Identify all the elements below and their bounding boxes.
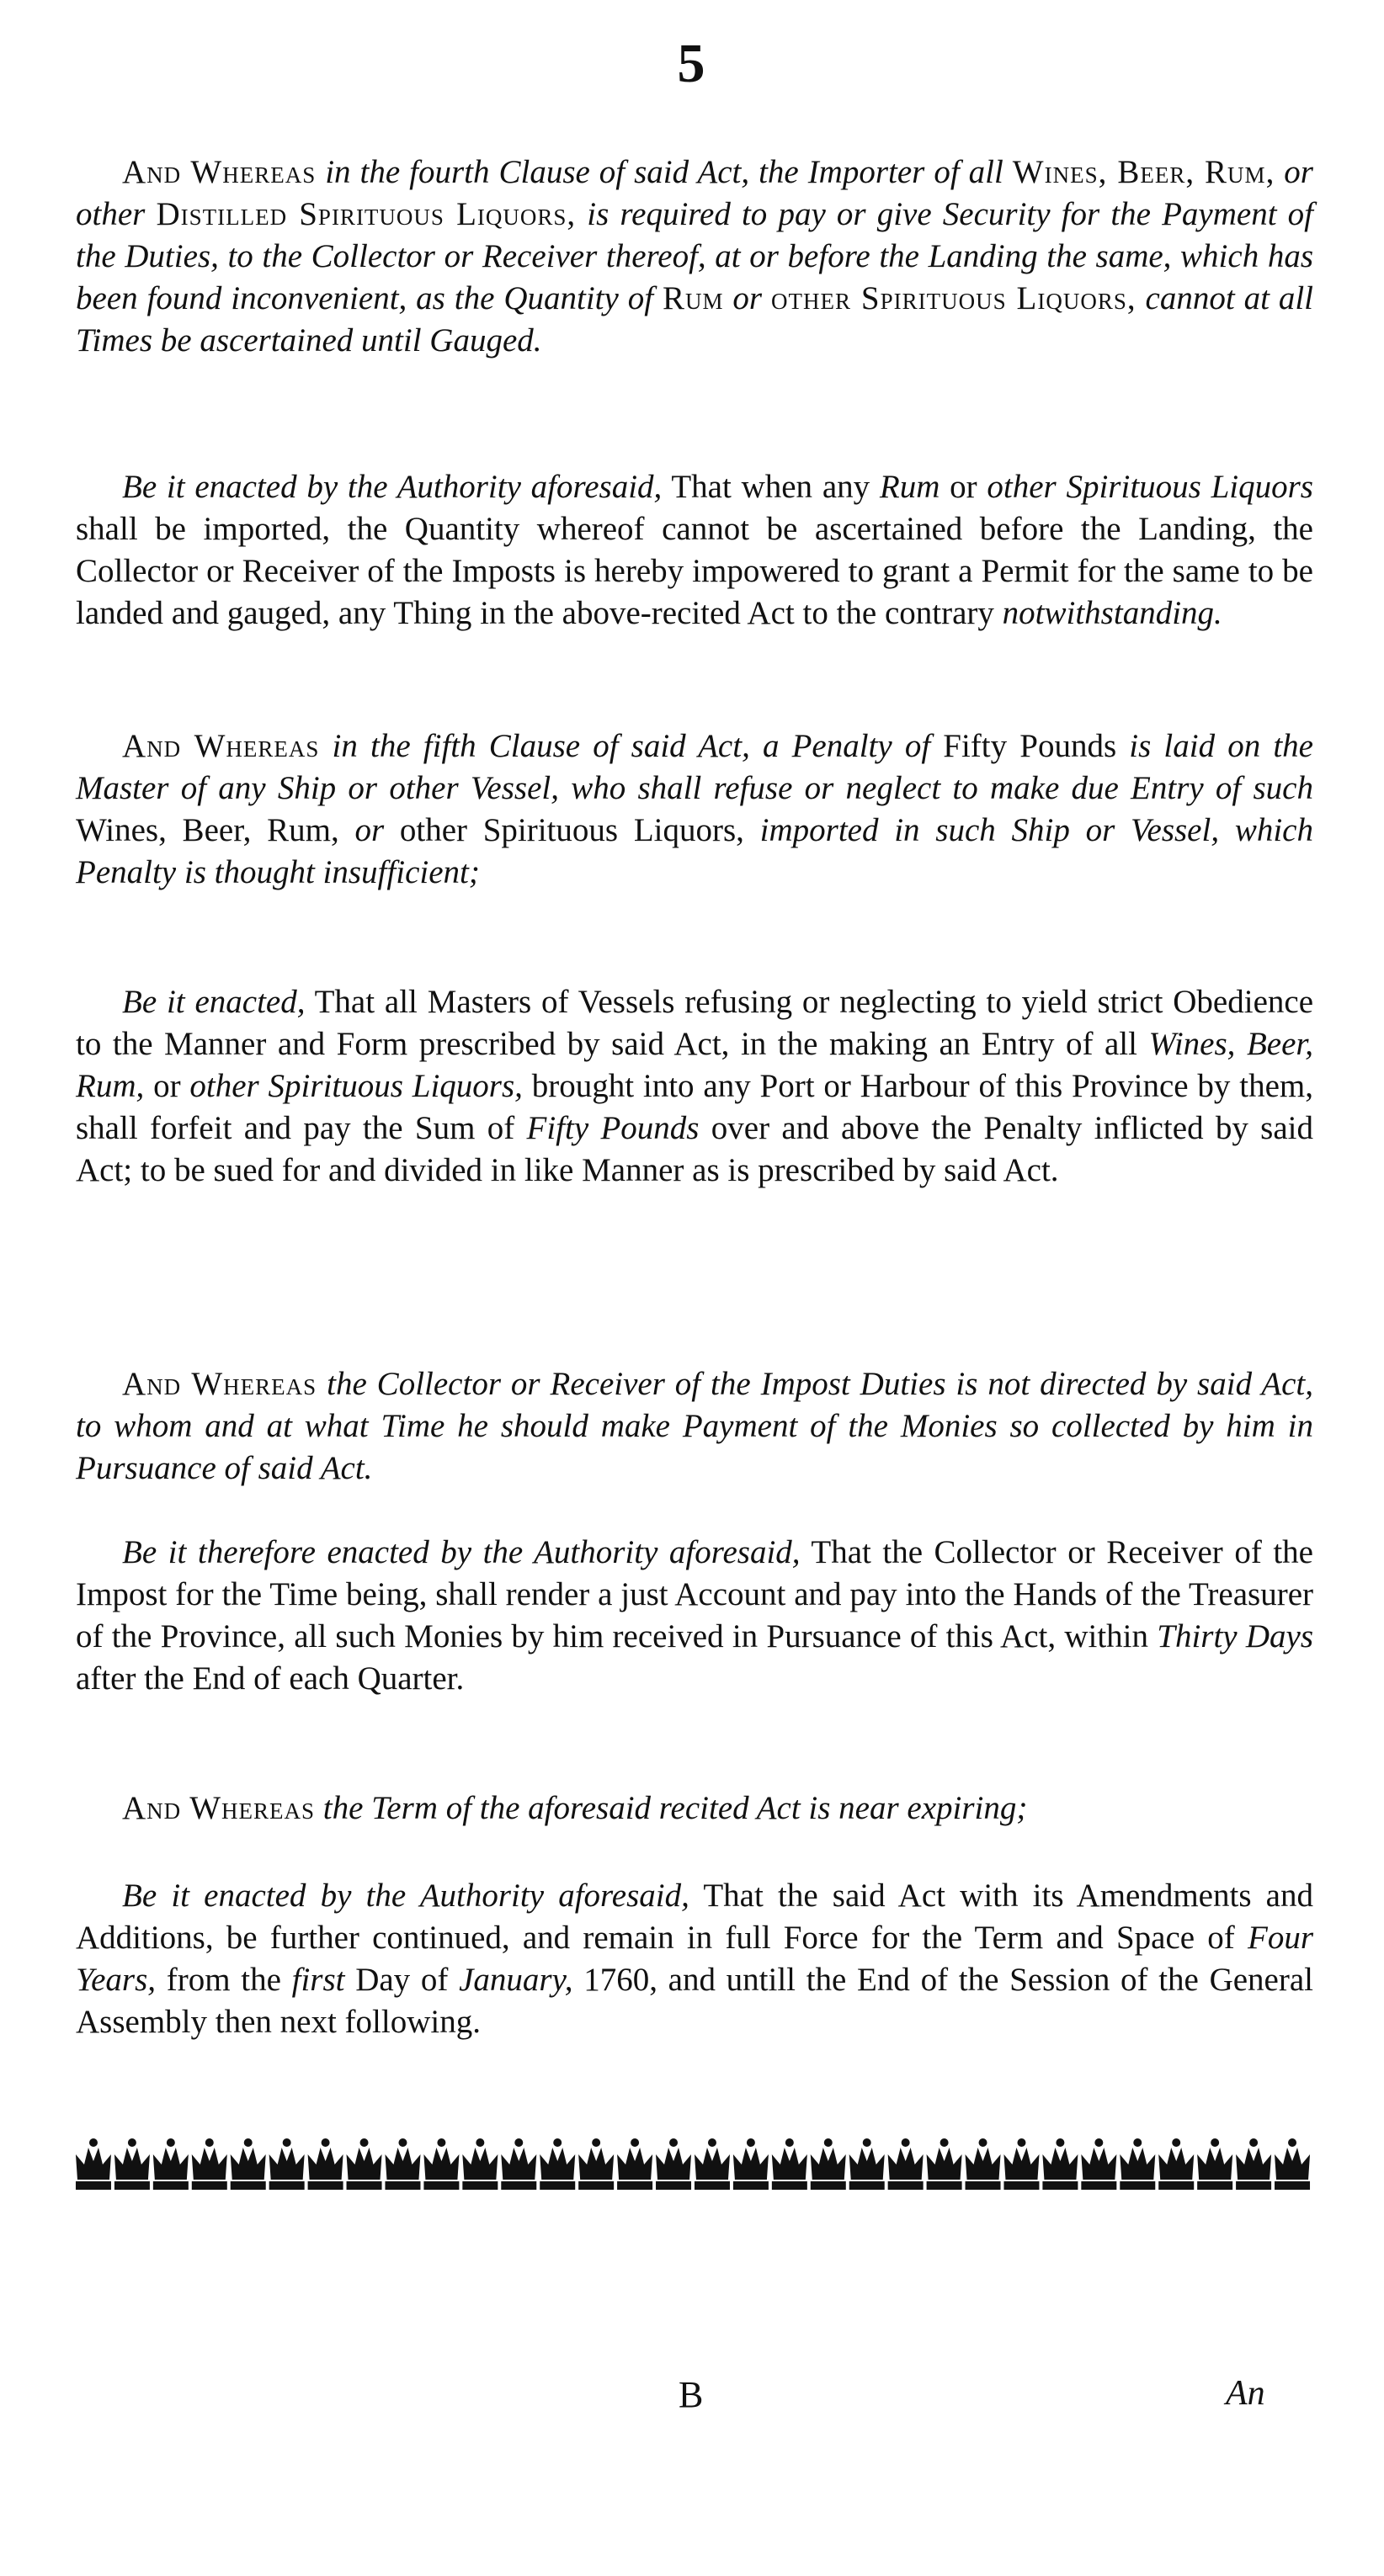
text-run: That the Collector or Receiver of the Impost for the Time being, shall render a just Account and pay into the Hands of the Treasurer of the Province, all such Monies by him received in Pursuance of this Act, within <box>76 1534 1313 1654</box>
text-run: or <box>723 280 771 316</box>
crown-ornament-icon <box>1003 2138 1039 2190</box>
crown-ornament-icon <box>423 2138 459 2190</box>
crown-ornament-icon <box>462 2138 498 2190</box>
crown-ornament-icon <box>269 2138 305 2190</box>
crown-ornament-icon <box>1081 2138 1116 2190</box>
text-run: or <box>338 812 400 848</box>
crown-ornament-icon <box>114 2138 150 2190</box>
text-run: brought into any Port or Harbour of this Province by them, shall forfeit and pay the Sum of <box>76 1068 1313 1146</box>
crown-ornament-icon <box>656 2138 691 2190</box>
text-run: the Collector or Receiver of the Impost Duties is not directed by said Act, to whom and at what Time he should make Payment of the Monies so collected by him in Pursuance of said Act. <box>76 1366 1314 1486</box>
crown-ornament-icon <box>1042 2138 1078 2190</box>
signature-mark: B <box>679 2374 704 2415</box>
paragraph-lead-words: And Whereas <box>122 154 317 190</box>
text-run: in the fifth Clause of said Act, a Penalty of <box>319 728 944 764</box>
paragraph-enacted-permit <box>76 466 1313 635</box>
crown-ornament-icon <box>1158 2138 1194 2190</box>
crown-ornament-icon <box>695 2138 730 2190</box>
text-run: January, <box>459 1962 573 1998</box>
text-run: from the <box>156 1962 292 1998</box>
text-run: That all Masters of Vessels refusing or neglecting to yield strict Obedience to the Manner and Form prescribed by said Act, in the making an Entry of all <box>76 984 1313 1062</box>
crown-ornament-icon <box>966 2138 1001 2190</box>
page-number: 5 <box>677 33 707 94</box>
crown-ornament-icon <box>192 2138 227 2190</box>
text-run: Be it enacted by the Authority aforesaid, <box>122 469 663 505</box>
text-run: shall be imported, the Quantity whereof cannot be ascertained before the Landing, the Collector or Receiver of the Imposts is hereby impowered to grant a Permit for the same to be landed and gauged, any Thing in the above-recited Act to the contrary <box>76 511 1313 631</box>
text-run: over and above the Penalty inflicted by said Act; to be sued for and divided in like Manner as is prescribed by said Act. <box>76 1110 1313 1188</box>
paragraph-lead-words: And Whereas <box>122 1366 317 1402</box>
text-run: Rum <box>879 469 940 505</box>
text-run: the Term of the aforesaid recited Act is near expiring; <box>315 1790 1028 1826</box>
crown-ornament-icon <box>153 2138 189 2190</box>
text-run: imported in such Ship or Vessel, which Penalty is thought insufficient; <box>76 812 1313 890</box>
crown-ornament-icon <box>849 2138 885 2190</box>
crown-ornament-icon <box>347 2138 382 2190</box>
crown-ornament-icon <box>772 2138 807 2190</box>
crown-ornament-icon <box>231 2138 266 2190</box>
text-run: other Spirituous Liquors, <box>189 1068 523 1104</box>
catchword: An <box>1226 2374 1265 2413</box>
text-run: other Spirituous Liquors, <box>399 812 744 848</box>
paragraph-enacted-continuation <box>76 1875 1313 2043</box>
text-run: after the End of each Quarter. <box>76 1660 465 1697</box>
text-run: Distilled Spirituous Liquors, <box>156 196 577 232</box>
crown-ornament-icon <box>888 2138 924 2190</box>
crown-ornament-icon <box>733 2138 769 2190</box>
crown-ornament-icon <box>540 2138 575 2190</box>
crown-ornament-icon <box>1197 2138 1232 2190</box>
crown-ornament-icon <box>811 2138 846 2190</box>
crown-ornament-icon <box>308 2138 343 2190</box>
text-run: Wines, Beer, Rum, <box>76 1026 1313 1104</box>
crown-ornament-icon <box>1236 2138 1271 2190</box>
text-run: Fifty Pounds <box>526 1110 700 1146</box>
text-run: 1760, and untill the End of the Session of the General Assembly then next following. <box>76 1962 1313 2040</box>
text-run: or other <box>76 154 1313 232</box>
text-run: Be it therefore enacted by the Authority aforesaid, <box>122 1534 801 1570</box>
text-run: Four Years, <box>76 1920 1313 1998</box>
text-run: cannot at all Times be ascertained until Gauged. <box>76 280 1313 359</box>
crown-ornament-icon <box>927 2138 962 2190</box>
paragraph-whereas-fourth-clause <box>76 151 1313 362</box>
crown-ornament-icon <box>1275 2138 1310 2190</box>
paragraph-whereas-term-expiring <box>76 1787 1313 1830</box>
text-run: is laid on the Master of any Ship or other Vessel, who shall refuse or neglect to make due Entry of such <box>76 728 1313 806</box>
text-run: Thirty Days <box>1157 1618 1313 1654</box>
text-run: notwithstanding. <box>1002 595 1222 631</box>
paragraph-lead-words: And Whereas <box>122 1790 316 1826</box>
paragraph-enacted-collector-account <box>76 1532 1313 1700</box>
paragraph-enacted-masters-penalty <box>76 981 1313 1192</box>
text-run: or <box>940 469 987 505</box>
text-run: Rum <box>662 280 724 316</box>
crown-ornament-icon <box>385 2138 420 2190</box>
paragraph-whereas-fifth-clause <box>76 725 1313 894</box>
text-run: That the said Act with its Amendments and Additions, be further continued, and remain in full Force for the Term and Space of <box>76 1878 1313 1956</box>
text-run: or <box>144 1068 190 1104</box>
text-run: is required to pay or give Security for the Payment of the Duties, to the Collector or Receiver thereof, at or before the Landing the same, which has been found inconvenient, as the Quantity of <box>76 196 1314 316</box>
text-run: other Spirituous Liquors, <box>771 280 1136 316</box>
text-run: Fifty Pounds <box>943 728 1117 764</box>
crown-ornament-icon <box>1120 2138 1155 2190</box>
crown-ornament-border <box>74 2136 1312 2196</box>
text-run: in the fourth Clause of said Act, the Importer of all <box>316 154 1013 190</box>
paragraph-lead-words: And Whereas <box>122 728 320 764</box>
text-run: Wines, Beer, Rum, <box>1012 154 1275 190</box>
crown-ornament-icon <box>578 2138 614 2190</box>
text-run: Wines, Beer, Rum, <box>76 812 339 848</box>
text-run: Be it enacted, <box>122 984 306 1020</box>
text-run: first <box>291 1962 345 1998</box>
crown-ornament-icon <box>617 2138 652 2190</box>
crown-ornament-icon <box>501 2138 536 2190</box>
paragraph-whereas-collector <box>76 1363 1313 1490</box>
crown-ornament-icon <box>76 2138 111 2190</box>
text-run: That when any <box>662 469 880 505</box>
text-run: Be it enacted by the Authority aforesaid, <box>122 1878 689 1914</box>
text-run: other Spirituous Liquors <box>987 469 1313 505</box>
text-run: Day of <box>344 1962 460 1998</box>
